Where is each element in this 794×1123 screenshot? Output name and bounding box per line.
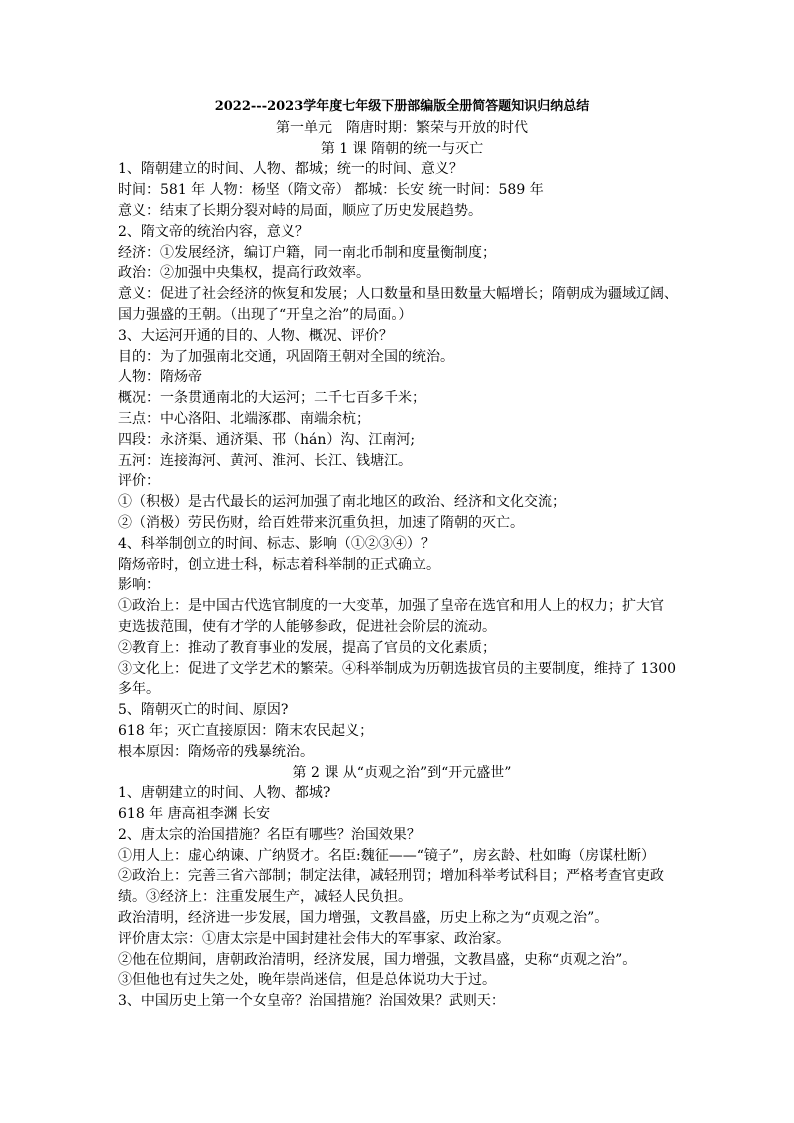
text-line: 4、科举制创立的时间、标志、影响（①②③④）？ <box>118 535 435 552</box>
unit-heading: 第一单元 隋唐时期：繁荣与开放的时代 <box>276 119 528 136</box>
text-line: 目的：为了加强南北交通，巩固隋王朝对全国的统治。 <box>118 348 454 365</box>
text-line: 隋炀帝时，创立进士科，标志着科举制的正式确立。 <box>118 556 440 573</box>
text-line: 根本原因：隋炀帝的残暴统治。 <box>118 743 314 760</box>
document-title: 2022---2023学年度七年级下册部编版全册简答题知识归纳总结 <box>214 99 590 114</box>
text-line: 评价唐太宗：①唐太宗是中国封建社会伟大的军事家、政治家。 <box>118 930 510 947</box>
text-line: 经济：①发展经济，编订户籍，同一南北币制和度量衡制度； <box>118 244 496 261</box>
text-line: 三点：中心洛阳、北端涿郡、南端余杭； <box>118 410 370 427</box>
text-line: 618 年 唐高祖李渊 长安 <box>118 806 271 823</box>
text-line: ②他在位期间，唐朝政治清明，经济发展，国力增强，文教昌盛，史称“贞观之治”。 <box>118 951 637 968</box>
text-line: ①（积极）是古代最长的运河加强了南北地区的政治、经济和文化交流； <box>118 494 566 511</box>
text-line: 2、唐太宗的治国措施？名臣有哪些？治国效果？ <box>118 826 421 843</box>
text-line: 3、大运河开通的目的、人物、概况、评价？ <box>118 327 393 344</box>
text-line: ②（消极）劳民伤财，给百姓带来沉重负担，加速了隋朝的灭亡。 <box>118 514 524 531</box>
text-line: ②政治上：完善三省六部制；制定法律，减轻刑罚；增加科举考试科目；严格考查官吏政 <box>118 868 664 885</box>
text-line: ③文化上：促进了文学艺术的繁荣。④科举制成为历朝选拔官员的主要制度，维持了 1300 <box>118 660 677 677</box>
text-line: 评价： <box>118 473 160 490</box>
text-line: ①用人上：虚心纳谏、广纳贤才。名臣:魏征——“镜子”，房玄龄、杜如晦（房谋杜断） <box>118 847 656 864</box>
document-body <box>118 97 686 1012</box>
text-line: 1、隋朝建立的时间、人物、都城；统一的时间、意义？ <box>118 161 463 178</box>
text-line: 2、隋文帝的统治内容，意义？ <box>118 223 309 240</box>
text-line: 政治清明，经济进一步发展，国力增强，文教昌盛，历史上称之为“贞观之治”。 <box>118 910 609 927</box>
text-line: 政治：②加强中央集权，提高行政效率。 <box>118 265 370 282</box>
text-line: 影响： <box>118 577 160 594</box>
text-line: 人物：隋炀帝 <box>118 369 202 386</box>
text-line: ③但他也有过失之处，晚年崇尚迷信，但是总体说功大于过。 <box>118 972 496 989</box>
text-line: 四段：永济渠、通济渠、邗（hán）沟、江南河; <box>118 431 416 448</box>
text-line: 意义：结束了长期分裂对峙的局面，顺应了历史发展趋势。 <box>118 202 482 219</box>
text-line: 意义：促进了社会经济的恢复和发展；人口数量和垦田数量大幅增长；隋朝成为疆域辽阔、 <box>118 286 678 303</box>
text-line: 1、唐朝建立的时间、人物、都城? <box>118 785 331 802</box>
text-line: ①政治上：是中国古代选官制度的一大变革，加强了皇帝在选官和用人上的权力；扩大官 <box>118 598 664 615</box>
text-line: 5、隋朝灭亡的时间、原因? <box>118 702 289 719</box>
text-line: ②教育上：推动了教育事业的发展，提高了官员的文化素质； <box>118 639 496 656</box>
lesson-1-heading: 第 1 课 隋朝的统一与灭亡 <box>320 140 484 157</box>
text-line: 多年。 <box>118 681 160 698</box>
text-line: 国力强盛的王朝。（出现了“开皇之治”的局面。） <box>118 306 413 323</box>
text-line: 吏选拔范围，使有才学的人能够参政，促进社会阶层的流动。 <box>118 618 496 635</box>
text-line: 五河：连接海河、黄河、淮河、长江、钱塘江。 <box>118 452 412 469</box>
text-line: 绩。③经济上：注重发展生产，减轻人民负担。 <box>118 889 412 906</box>
text-line: 时间：581 年 人物：杨坚（隋文帝） 都城：长安 统一时间：589 年 <box>118 182 544 199</box>
text-line: 3、中国历史上第一个女皇帝？治国措施？治国效果？武则天： <box>118 993 505 1010</box>
text-line: 618 年；灭亡直接原因：隋末农民起义； <box>118 722 374 739</box>
text-line: 概况：一条贯通南北的大运河；二千七百多千米； <box>118 390 426 407</box>
lesson-2-heading: 第 2 课 从“贞观之治”到“开元盛世” <box>292 764 512 781</box>
